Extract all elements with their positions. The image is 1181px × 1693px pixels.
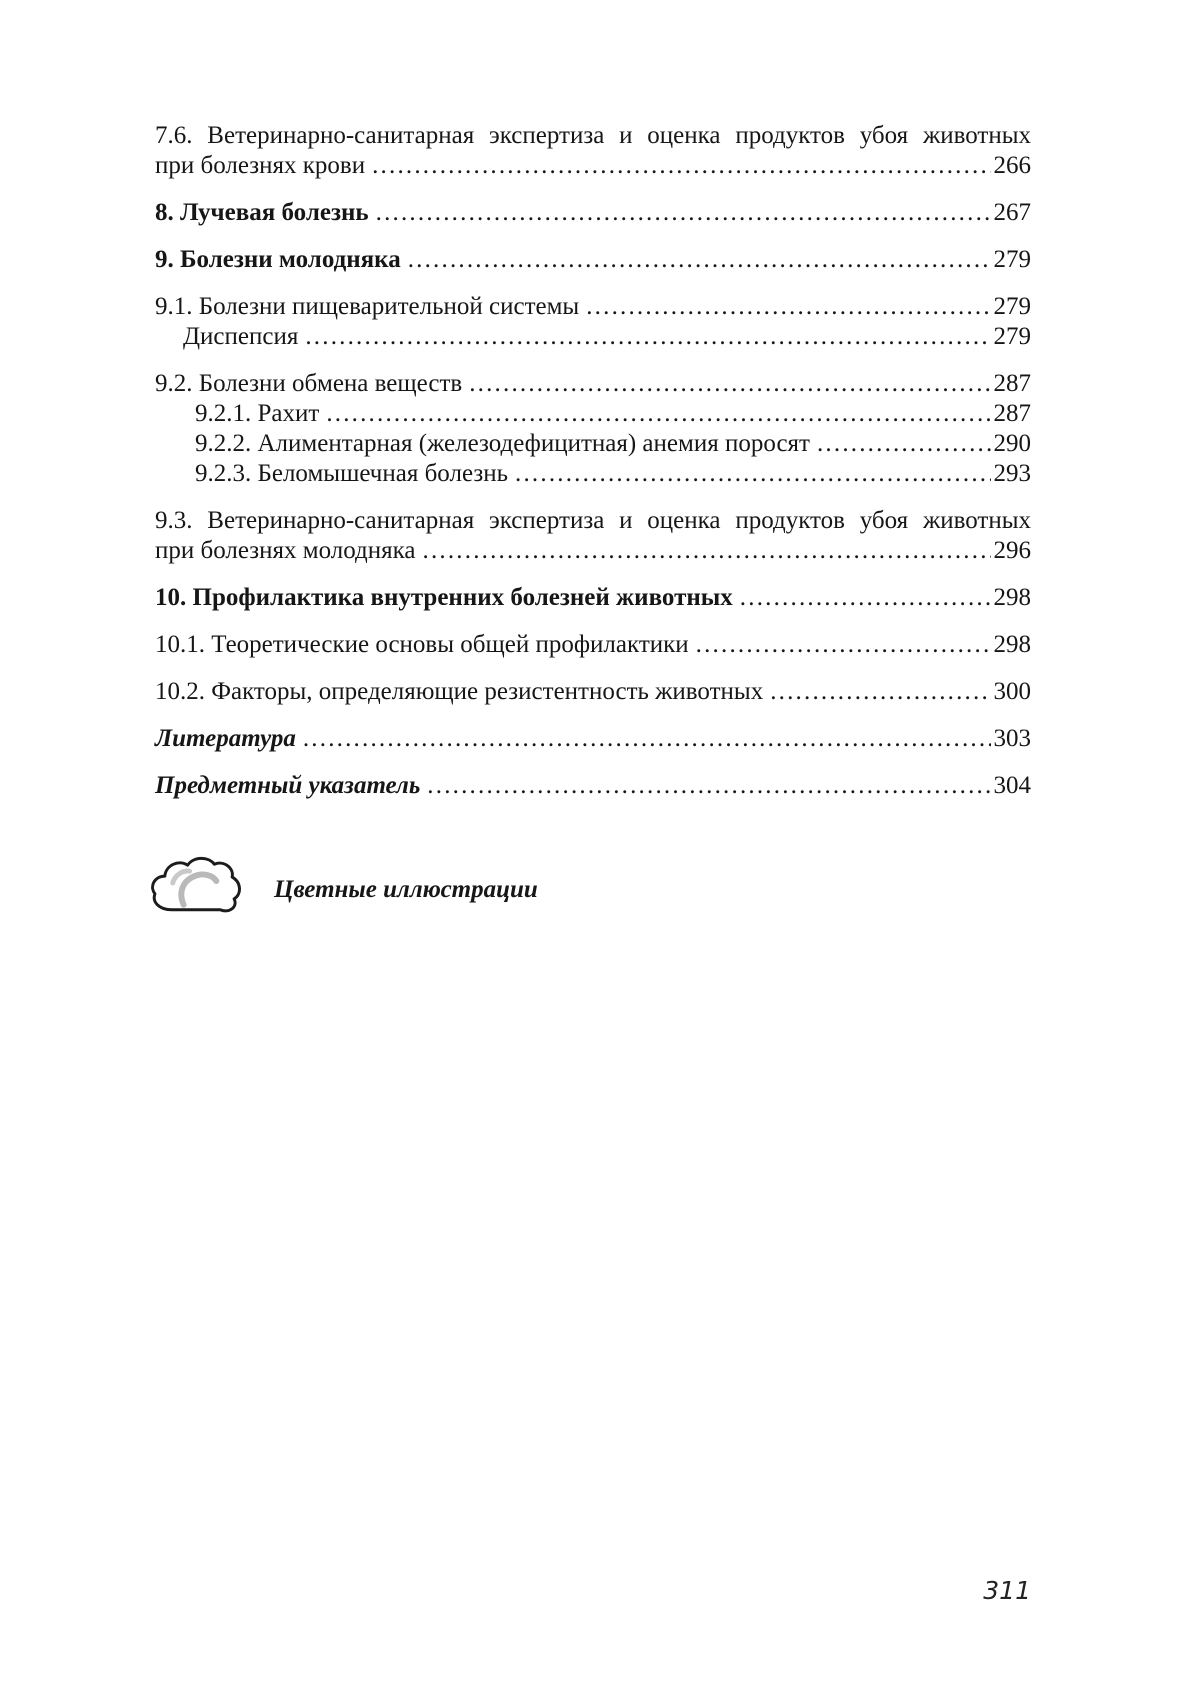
toc-entry-title: 9.3. Ветеринарно-санитарная экспертиза и оценка продуктов убоя животных <box>155 507 1031 534</box>
toc-entry-10-1 <box>155 630 1031 660</box>
toc-page-number: 279 <box>993 246 1031 273</box>
dot-leader <box>305 322 990 352</box>
toc-entry-9-2-2 <box>155 429 1031 459</box>
toc-entry-10 <box>155 583 1031 613</box>
toc-entry-9-2 <box>155 369 1031 399</box>
toc-entry-title: 9. Болезни молодняка <box>155 246 401 273</box>
cloud-icon <box>148 853 247 917</box>
toc-entry-predmetny-ukazatel <box>155 771 1031 801</box>
toc-entry-title: 10.2. Факторы, определяющие резистентность животных <box>155 678 764 705</box>
toc-page-number: 287 <box>993 370 1031 397</box>
toc-page-number: 267 <box>993 199 1031 226</box>
toc-page-number: 304 <box>993 772 1031 799</box>
page-folio: 311 <box>983 1576 1031 1605</box>
toc-page-number: 290 <box>993 430 1031 457</box>
dot-leader <box>515 459 990 489</box>
dot-leader <box>586 292 990 322</box>
toc-entry-10-2 <box>155 677 1031 707</box>
toc-entry-title: 9.2.2. Алиментарная (железодефицитная) анемия поросят <box>195 430 810 457</box>
toc-entry-9 <box>155 245 1031 275</box>
toc-entry-9-2-1 <box>155 399 1031 429</box>
toc-page-number: 298 <box>993 631 1031 658</box>
toc-page-number: 279 <box>993 293 1031 320</box>
toc-entry-title: 9.2.3. Беломышечная болезнь <box>195 460 509 487</box>
dot-leader <box>696 630 991 660</box>
toc-entry-7-6 <box>155 121 1031 181</box>
toc-page-number: 300 <box>993 678 1031 705</box>
toc-entry-title: 10. Профилактика внутренних болезней животных <box>155 584 733 611</box>
toc-page-number: 287 <box>993 400 1031 427</box>
toc-entry-8 <box>155 198 1031 228</box>
toc-entry-9-3 <box>155 506 1031 566</box>
toc-entry-title: Предметный указатель <box>155 772 421 799</box>
dot-leader <box>817 429 991 459</box>
toc-entry-title: 10.1. Теоретические основы общей профилактики <box>155 631 689 658</box>
toc-entry-dispepsiya <box>155 322 1031 352</box>
toc-entry-9-2-3 <box>155 459 1031 489</box>
table-of-contents <box>155 121 1031 917</box>
toc-page-number: 296 <box>993 537 1031 564</box>
toc-page-number: 293 <box>993 460 1031 487</box>
dot-leader <box>303 724 991 754</box>
toc-page-number: 298 <box>993 584 1031 611</box>
toc-page-number: 303 <box>993 725 1031 752</box>
toc-entry-title: 9.2.1. Рахит <box>195 400 320 427</box>
color-plates-label: Цветные иллюстрации <box>274 876 538 903</box>
dot-leader <box>427 771 990 801</box>
toc-entry-title: 9.2. Болезни обмена веществ <box>155 370 463 397</box>
toc-entry-9-1 <box>155 292 1031 322</box>
toc-entry-title: 7.6. Ветеринарно-санитарная экспертиза и оценка продуктов убоя животных <box>155 122 1031 149</box>
dot-leader <box>469 369 990 399</box>
toc-entry-title-continued: при болезнях крови <box>155 152 366 179</box>
toc-entry-title-continued: при болезнях молодняка <box>155 537 416 564</box>
dot-leader <box>770 677 990 707</box>
dot-leader <box>326 399 990 429</box>
dot-leader <box>408 245 991 275</box>
color-plates-note <box>155 853 1031 917</box>
toc-entry-title: 8. Лучевая болезнь <box>155 199 369 226</box>
toc-page-number: 266 <box>993 152 1031 179</box>
dot-leader <box>740 583 991 613</box>
toc-entry-title: 9.1. Болезни пищеварительной системы <box>155 293 580 320</box>
dot-leader <box>376 198 991 228</box>
toc-entry-title: Диспепсия <box>183 323 299 350</box>
toc-entry-literatura <box>155 724 1031 754</box>
toc-entry-title: Литература <box>155 725 296 752</box>
dot-leader <box>423 536 991 566</box>
dot-leader <box>372 151 990 181</box>
toc-page-number: 279 <box>993 323 1031 350</box>
